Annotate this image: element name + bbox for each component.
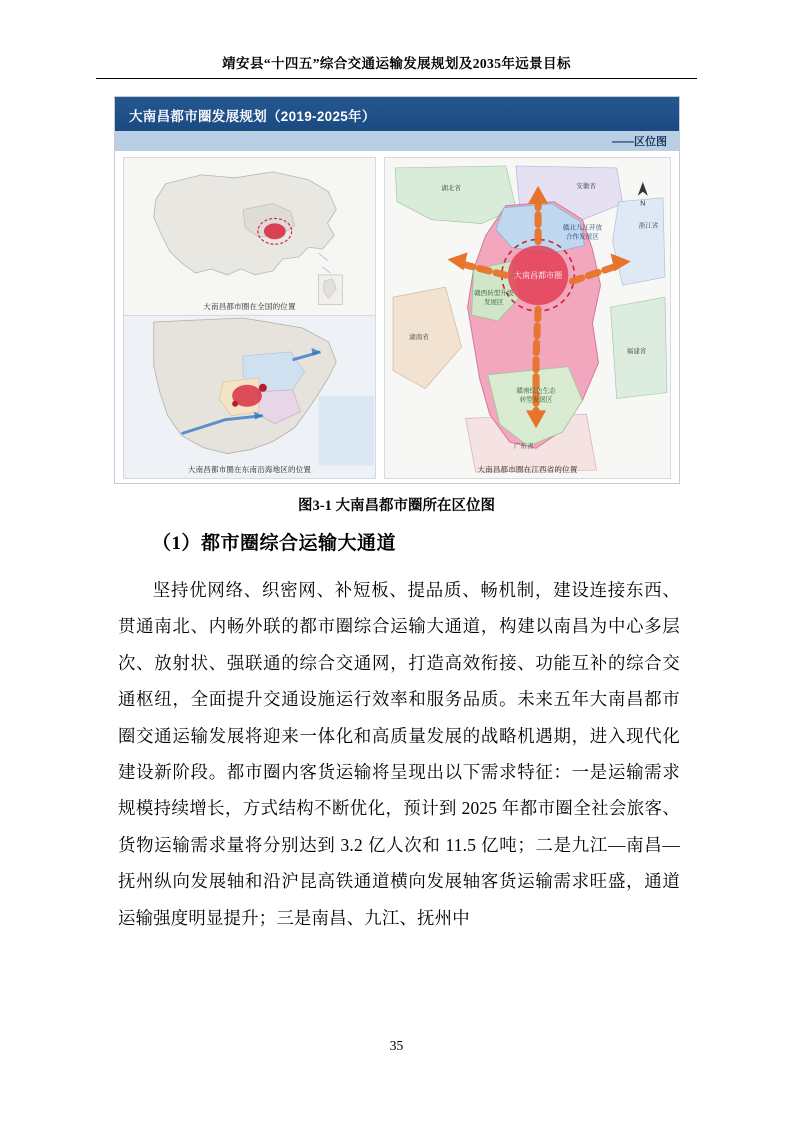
map-china-panel [124,158,375,316]
svg-text:浙江省: 浙江省 [638,222,659,230]
svg-text:福建省: 福建省 [626,347,647,355]
svg-text:湖南省: 湖南省 [409,333,429,341]
svg-text:赣南绿色生态: 赣南绿色生态 [516,387,556,395]
body-paragraph: 坚持优网络、织密网、补短板、提品质、畅机制，建设连接东西、贯通南北、内畅外联的都市圈综合运输大通道，构建以南昌为中心多层次、放射状、强联通的综合交通网，打造高效衔接、功能互补的综合交通枢纽，全面提升交通设施运行效率和服务品质。未来五年大南昌都市圈交通运输发展将迎来一体化和高质量发展的战略机遇期，进入现代化建设新阶段。都市圈内客货运输将呈现出以下需求特征：一是运输需求规模持续增长，方式结构不断优化，预计到 2025 年都市圈全社会旅客、货物运输需求量将分别达到 3.2 亿人次和 11.5 亿吨；二是九江—南昌—抚州纵向发展轴和沿沪昆高铁通道横向发展轴客货运输需求旺盛，通道运输强度明显提升；三是南昌、九江、抚州中 [118,580,680,928]
page-header [96,52,697,79]
svg-text:发展区: 发展区 [483,299,504,307]
figure-title: 大南昌都市圈发展规划（2019-2025年） [129,109,376,124]
svg-text:安徽省: 安徽省 [576,182,596,190]
header-title: 靖安县“十四五”综合交通运输发展规划及2035年远景目标 [222,56,571,71]
map-jiangxi-caption: 大南昌都市圈在江西省的位置 [477,465,578,474]
svg-text:合作发展区: 合作发展区 [566,233,599,241]
figure-subtitle-bar [115,131,679,151]
section-heading: （1）都市圈综合运输大通道 [152,533,397,554]
page-number: 35 [389,1038,404,1053]
map-southeast-panel [124,316,375,478]
svg-text:赣西转型升级: 赣西转型升级 [474,290,514,298]
china-map-graphic [124,158,375,315]
svg-text:N: N [640,200,646,208]
svg-text:广东省: 广东省 [513,443,534,451]
left-map-column [123,157,376,479]
figure-map-container [114,96,680,484]
figure-body [115,151,679,484]
header-divider [96,78,697,79]
svg-text:赣北九江开放: 赣北九江开放 [562,224,603,232]
southeast-map-graphic [124,316,375,478]
map-china-caption: 大南昌都市圈在全国的位置 [203,301,296,311]
svg-text:湖北省: 湖北省 [441,184,462,192]
svg-text:转型发展区: 转型发展区 [519,396,553,404]
map-jiangxi-panel [384,157,671,479]
figure-caption: 图3-1 大南昌都市圈所在区位图 [298,498,495,514]
figure-title-bar [115,97,679,131]
jiangxi-map-graphic [385,158,670,478]
map-southeast-caption: 大南昌都市圈在东南沿海地区的位置 [187,465,312,474]
svg-text:大南昌都市圈: 大南昌都市圈 [513,271,563,281]
figure-subtitle: ——区位图 [612,136,667,148]
